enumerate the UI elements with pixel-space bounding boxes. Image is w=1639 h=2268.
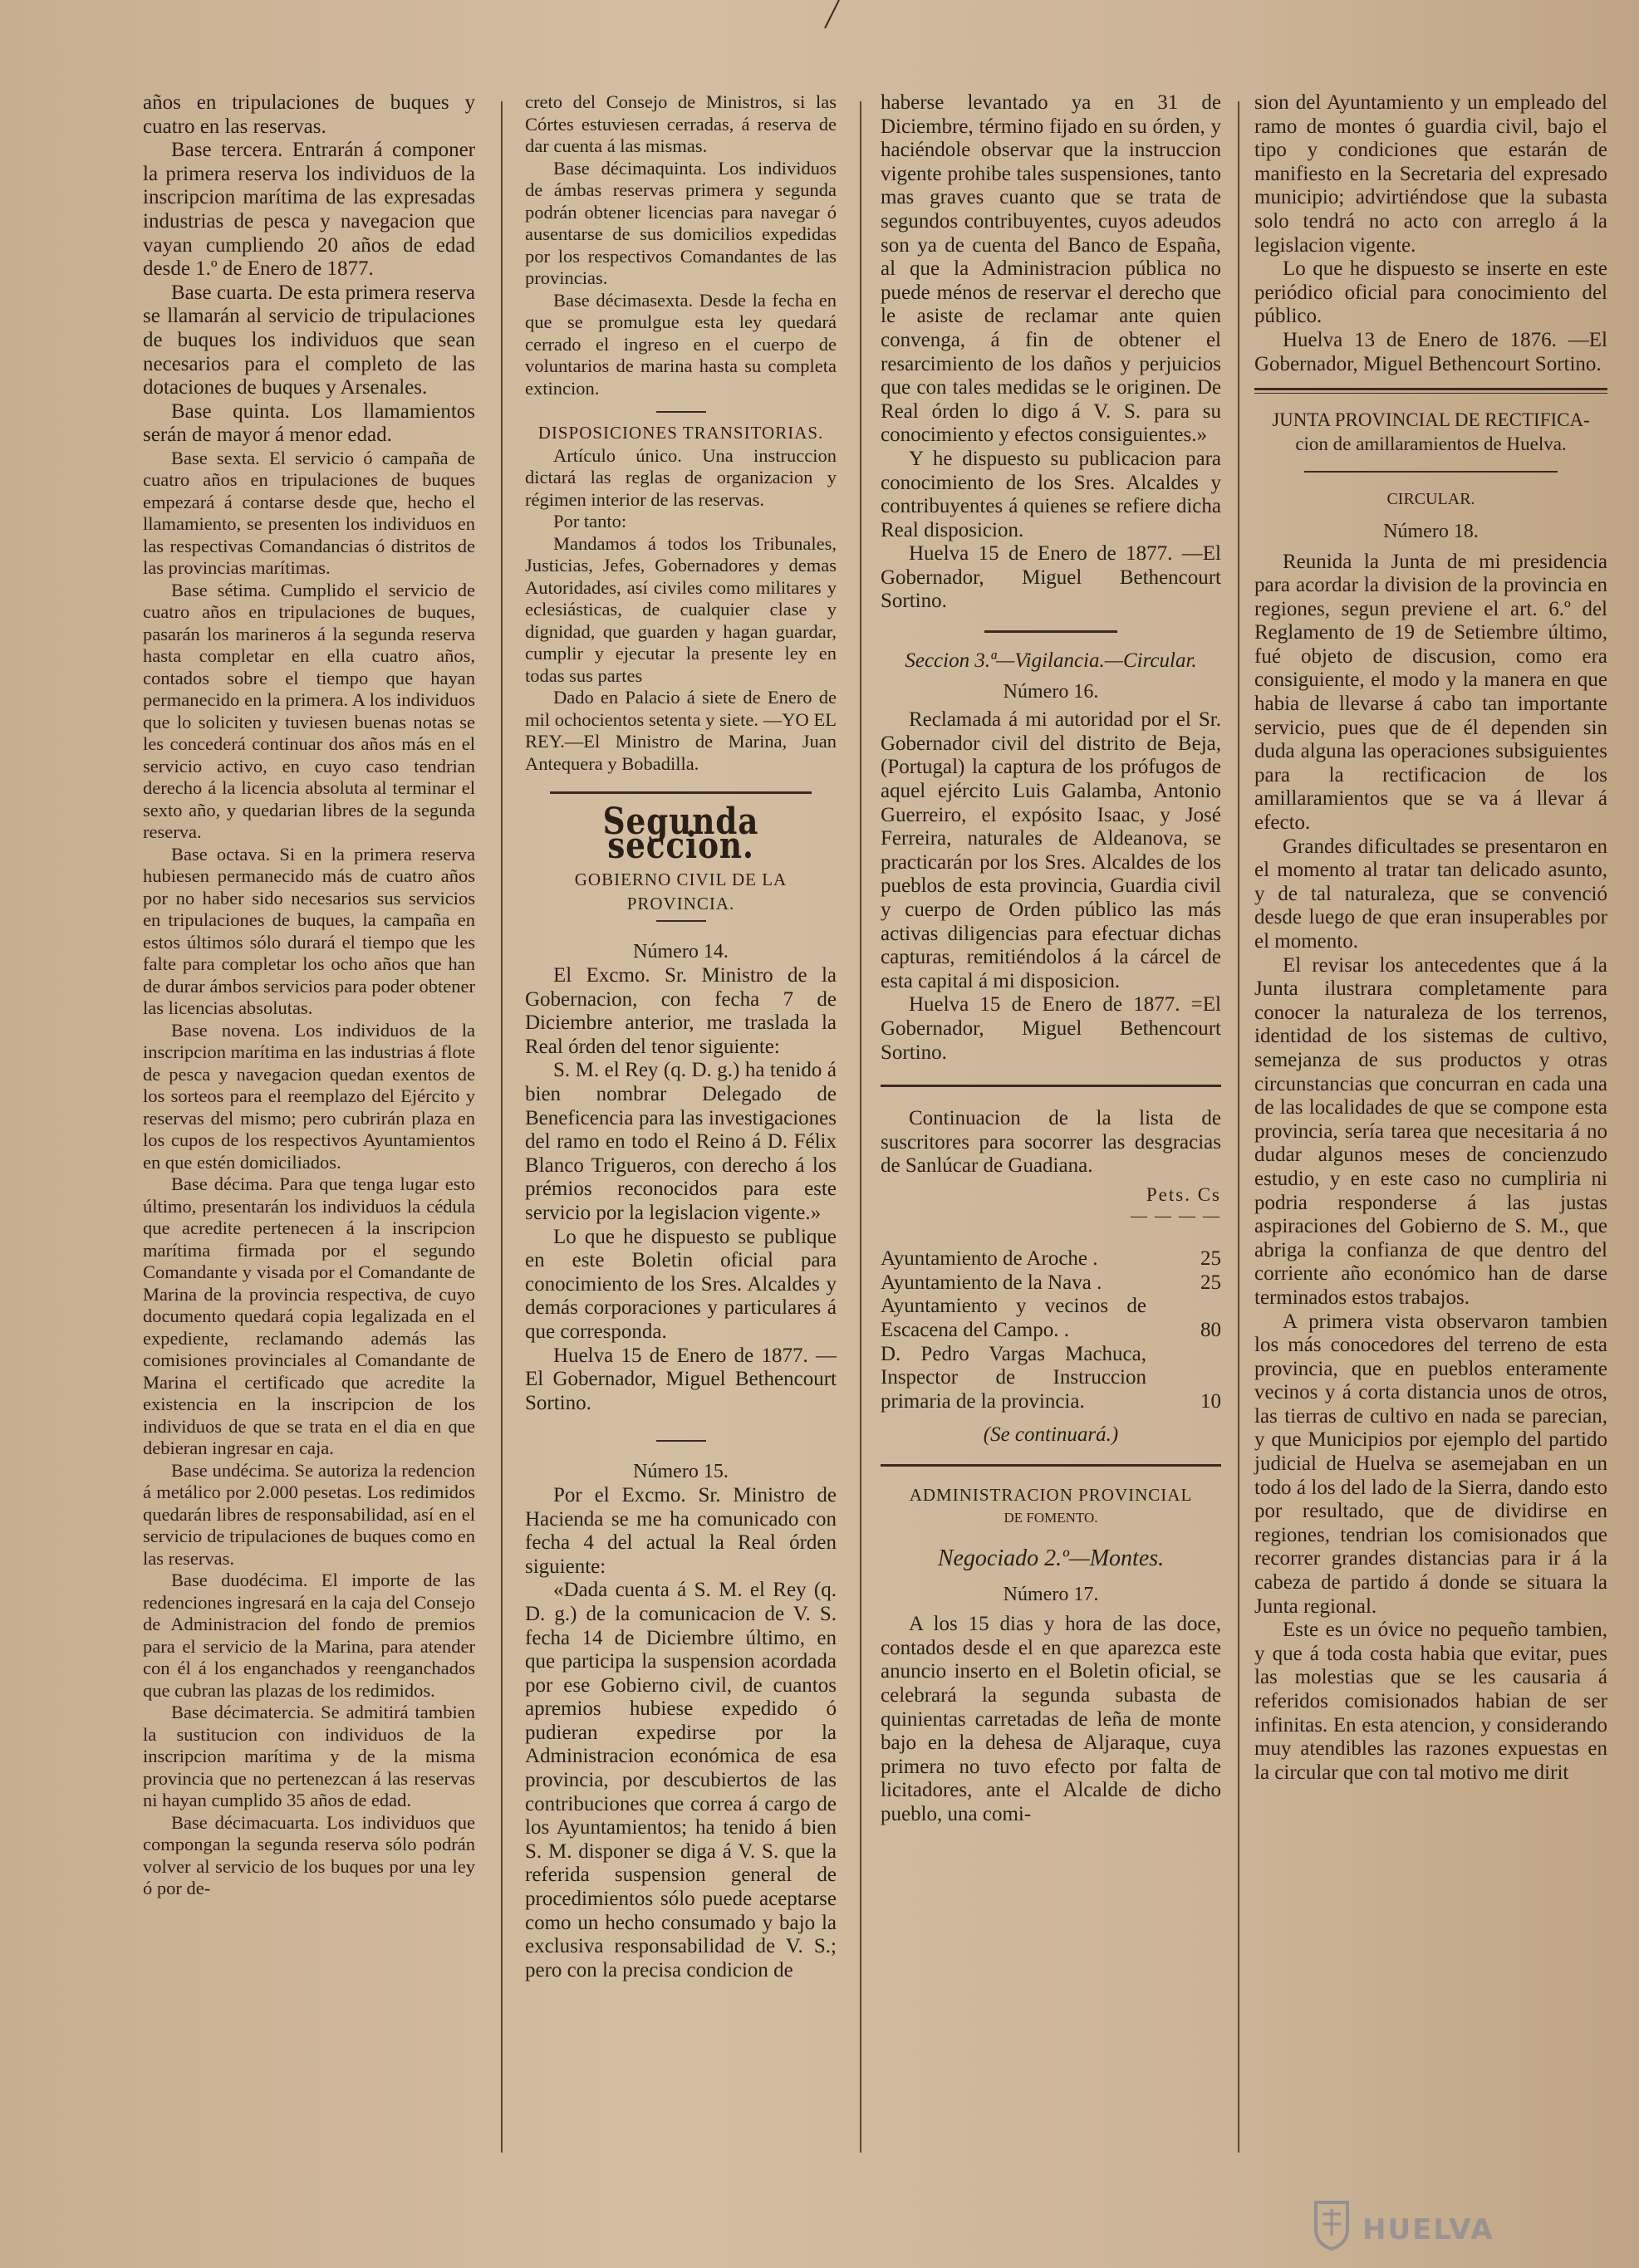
paragraph: Grandes dificultades se presentaron en el momento al tratar tan delicado asunto, y de tal naturaleza, que se convenció desde luego de que eran insuperables por el momento.: [1254, 835, 1607, 953]
paragraph: El Excmo. Sr. Ministro de la Gobernacion, con fecha 7 de Diciembre anterior, me traslada la Real órden del tenor siguiente:: [525, 964, 837, 1058]
archive-seal-icon: [1313, 2199, 1351, 2251]
transitional-heading: DISPOSICIONES TRANSITORIAS.: [537, 423, 824, 443]
paragraph: A primera vista observaron tambien los más conocedores del terreno de esta provincia, que en pueblos enteramente vecinos y á corta distancia unos de otros, las tierras de cultivo en nada se parecian, y que Municipios por ejemplo del partido judicial de Huelva se asemejaban en un todo á los del lado de la Sierra, dando esto por resultado, que de dividirse en regiones, tendrian los comisionados que recorrer grandes distancias para ir á la cabeza de partido á donde se situara la Junta regional.: [1254, 1310, 1607, 1618]
paragraph: Huelva 13 de Enero de 1876. —El Gobernador, Miguel Bethencourt Sortino.: [1254, 328, 1607, 375]
subscriber-row: D. Pedro Vargas Machuca, Inspector de Instruccion primaria de la provincia. 10: [881, 1342, 1221, 1413]
number-heading: Número 15.: [633, 1461, 729, 1483]
paragraph: Artículo único. Una instruccion dictará las reglas de organizacion y régimen interior de las reservas.: [525, 444, 837, 510]
paragraph: Base décimaquinta. Los individuos de ámbas reservas primera y segunda podrán obtener licencias para navegar ó ausentarse de sus domicilios expedidas por los respectivos Comandantes de las provincias.: [525, 157, 837, 288]
paragraph: Este es un óvice no pequeño tambien, y que á toda costa habia que evitar, pues las molestias que se les causaria á referidos comisionados habian de ser infinitas. En esta atencion, y considerando muy atendibles las razones expuestas en la circular que con tal motivo me dirit: [1254, 1619, 1607, 1784]
column-rule-2: [860, 101, 861, 2153]
to-be-continued: (Se continuará.): [983, 1423, 1119, 1447]
paragraph: Base décima. Para que tenga lugar esto último, presentarán los individuos la cédula que acredite pertenecen á la inscripcion marítima firmada por el segundo Comandante y visada por el Comandante de Marina de la provincia respectiva, de cuyo documento quedará copia legalizada en el expediente, reclamando además las comisiones provinciales al Comandante de Marina el certificado que acredite la existencia en la inscripcion de los individuos de que se trata en el dia en que debieran ingresar en caja.: [143, 1173, 475, 1459]
paragraph: S. M. el Rey (q. D. g.) ha tenido á bien nombrar Delegado de Beneficencia para las investigaciones del ramo en todo el Reino á D. Félix Blanco Trigueros, con derecho á los prémios reconocidos para este servicio por la legislacion vigente.»: [525, 1059, 837, 1224]
subscriber-row: Ayuntamiento y vecinos de Escacena del Campo. . 80: [881, 1295, 1221, 1341]
column-rule-1: [501, 101, 503, 2153]
paragraph: El revisar los antecedentes que á la Junta ilustrara completamente para conocer la naturaleza de los terrenos, identidad de los sistemas de cultivo, semejanza de sus productos y otras circunstancias que concurran en cada una de las localidades de que se compone esta provincia, sería tarea que necesitaria á no dudar algunos meses de concienzudo estudio, y en este caso no cumpliria ni podria responderse á las justas aspiraciones del Gobierno de S. M., que abriga la confianza de que dentro del corriente año económico han de darse terminados estos trabajos.: [1254, 953, 1607, 1309]
paragraph: Base sétima. Cumplido el servicio de cuatro años en tripulaciones de buques, pasarán los marineros á la segunda reserva hasta completar en ella cuatro años, contados sobre el tiempo que hayan permanecido en la primera. A los individuos que lo soliciten y tuviesen buenas notas se les concederá continuar dos años más en el servicio activo, en cuyo caso tendrian derecho á la licencia absoluta al terminar el sexto año, y quedarian libres de la segunda reserva.: [143, 579, 475, 843]
paragraph: Huelva 15 de Enero de 1877. —El Gobernador, Miguel Bethencourt Sortino.: [525, 1344, 837, 1414]
paragraph: Base duodécima. El importe de las redenciones ingresará en la caja del Consejo de Administracion del fondo de premios para el servicio de la Marina, para atender con él á los enganchados y reenganchados que cubran las plazas de los redimidos.: [143, 1570, 475, 1701]
column-1: [143, 91, 475, 1900]
archive-watermark: HUELVA: [1362, 2213, 1494, 2246]
number-heading: Número 17.: [1003, 1583, 1099, 1605]
subscriber-row: Ayuntamiento de la Nava . 25: [881, 1271, 1221, 1294]
junta-subheading: cion de amillaramientos de Huelva.: [1295, 433, 1567, 454]
column-rule-3: [1238, 101, 1239, 2153]
paragraph: Base cuarta. De esta primera reserva se llamarán al servicio de tripulaciones de buques los individuos que sean necesarios para el completo de las dotaciones de buques y Arsenales.: [143, 281, 475, 399]
paragraph: Base quinta. Los llamamientos serán de mayor á menor edad.: [143, 399, 475, 447]
divider: [656, 920, 706, 922]
paragraph: Base décimasexta. Desde la fecha en que se promulgue esta ley quedará cerrado el ingreso en el cuerpo de voluntarios de marina hasta su completa extincion.: [525, 289, 837, 399]
subscriber-list: [881, 1247, 1221, 1413]
divider: [984, 630, 1117, 633]
paragraph: sion del Ayuntamiento y un empleado del ramo de montes ó guardia civil, bajo el tipo y condiciones que estarán de manifiesto en la Secretaria del expresado municipio; advirtiéndose que la subasta solo tendrá no acto con arreglo á la legislacion vigente.: [1254, 91, 1607, 257]
admin-heading: ADMINISTRACION PROVINCIAL: [909, 1484, 1193, 1505]
paragraph: Lo que he dispuesto se publique en este Boletin oficial para conocimiento de los Sres. Alcaldes y demás corporaciones y particulares á que corresponda.: [525, 1225, 837, 1343]
paragraph: Lo que he dispuesto se inserte en este periódico oficial para conocimiento del público.: [1254, 257, 1607, 328]
junta-heading: JUNTA PROVINCIAL DE RECTIFICA-: [1272, 409, 1590, 431]
subscriber-row: Ayuntamiento de Aroche . 25: [881, 1247, 1221, 1271]
paragraph: Base undécima. Se autoriza la redencion á metálico por 2.000 pesetas. Los redimidos quedarán libres de responsabilidad, así en el servicio de tripulaciones de buques como en las reservas.: [143, 1459, 475, 1569]
column-4: [1254, 91, 1607, 1785]
paragraph: «Dada cuenta á S. M. el Rey (q. D. g.) de la comunicacion de V. S. fecha 14 de Diciembre último, en que participa la suspension acordada por ese Gobierno civil, de cuantos apremios hubiese expedido ó pudieran expedirse por la Administracion económica de esa provincia, por descubiertos de las contribuciones que correa á cargo de los Ayuntamientos; ha tenido á bien S. M. disponer se diga á V. S. que la referida suspension general de procedimientos sólo puede aceptarse como un hecho consumado y bajo la exclusiva responsabilidad de V. S.; pero con la precisa condicion de: [525, 1579, 837, 1981]
column-2: [525, 91, 837, 1982]
double-divider: [1254, 388, 1607, 394]
gov-heading: GOBIERNO CIVIL DE LA PROVINCIA.: [574, 869, 788, 914]
paragraph: Por tanto:: [553, 511, 627, 532]
divider: [656, 411, 706, 413]
negociado-line: Negociado 2.º—Montes.: [937, 1545, 1165, 1572]
pets-label: Pets. Cs: [1146, 1183, 1221, 1205]
column-3: [881, 91, 1221, 1827]
divider: [656, 1440, 706, 1442]
paragraph: Base tercera. Entrarán á componer la primera reserva los individuos de la inscripcion marítima de las expresadas industrias de pesca y navegacion que vayan cumpliendo 20 años de edad desde 1.º de Enero de 1877.: [143, 139, 475, 281]
paragraph: Reunida la Junta de mi presidencia para acordar la division de la provincia en regiones, segun previene el art. 6.º del Reglamento de 19 de Setiembre último, fué objeto de discusion, como era consiguiente, el modo y la manera en que habia de llevarse á cabo tan importante servicio, pues que de él dependen sin duda alguna las operaciones subsiguientes para la rectificacion de los amillaramientos que se va á llevar á efecto.: [1254, 550, 1607, 835]
paragraph: A los 15 dias y hora de las doce, contados desde el en que aparezca este anuncio inserto en el Boletin oficial, se celebrará la segunda subasta de quinientas carretadas de leña de monte bajo en la dehesa de Aljaraque, cuya primera no tuvo efecto por falta de licitadores, ante el Alcalde de dicho pueblo, una comi-: [881, 1613, 1221, 1825]
paragraph: creto del Consejo de Ministros, si las Córtes estuviesen cerradas, á reserva de dar cuenta á las mismas.: [525, 91, 837, 156]
paragraph: años en tripulaciones de buques y cuatro en las reservas.: [143, 91, 475, 138]
paragraph: Base sexta. El servicio ó campaña de cuatro años en tripulaciones de buques empezará á contarse desde que, hecho el llamamiento, se presenten los individuos en las respectivas Comandancias ó distritos de las provincias marítimas.: [143, 447, 475, 579]
number-heading: Número 14.: [633, 941, 729, 963]
paragraph: Base novena. Los individuos de la inscripcion marítima en las industrias á flote de pesca y navegacion quedan exentos de los sorteos para el reemplazo del Ejército y reservas del mismo; pero cubrirán plaza en los cupos de los respectivos Ayuntamientos en que estén domiciliados.: [143, 1019, 475, 1173]
paragraph: haberse levantado ya en 31 de Diciembre, término fijado en su órden, y haciéndole observar que la instruccion vigente prohibe tales suspensiones, tanto mas graves cuanto que se trata de segundos contribuyentes, cuyos adeudos son ya de cuenta del Banco de España, al que la Administracion pública no puede ménos de reservar el derecho que le asiste de reclamar ante quien convenga, á fin de obtener el resarcimiento de los daños y perjuicios que con tales medidas se le originen. De Real órden lo digo á V. S. para su conocimiento y efectos consiguientes.»: [881, 91, 1221, 447]
paragraph: Base décimacuarta. Los individuos que compongan la segunda reserva sólo podrán volver al servicio de los buques por una ley ó por de-: [143, 1811, 475, 1899]
paragraph: Por el Excmo. Sr. Ministro de Hacienda se me ha comunicado con fecha 4 del actual la Real órden siguiente:: [525, 1483, 837, 1578]
divider: [881, 1085, 1221, 1087]
paragraph: Y he dispuesto su publicacion para conocimiento de los Sres. Alcaldes y contribuyentes á quienes se refiere dicha Real disposicion.: [881, 447, 1221, 541]
paragraph: Huelva 15 de Enero de 1877. —El Gobernador, Miguel Bethencourt Sortino.: [881, 542, 1221, 613]
paragraph: Base octava. Si en la primera reserva hubiesen permanecido más de cuatro años por no haber sido necesarios sus servicios en tripulaciones de buques, la campaña en estos últimos sólo durará el tiempo que les falte para completar los ocho años que han de durar ámbos servicios para poder obtener las licencias absolutas.: [143, 843, 475, 1019]
paragraph: Mandamos á todos los Tribunales, Justicias, Jefes, Gobernadores y demas Autoridades, así civiles como militares y eclesiásticas, de cualquier clase y dignidad, que guarden y hagan guardar, cumplir y ejecutar la presente ley en todas sus partes: [525, 532, 837, 686]
admin-subheading: DE FOMENTO.: [1004, 1510, 1098, 1526]
circular-heading: CIRCULAR.: [1386, 490, 1475, 509]
dash-line: — — — —: [1131, 1206, 1221, 1225]
number-heading: Número 16.: [1003, 680, 1099, 703]
paragraph: Reclamada á mi autoridad por el Sr. Gobernador civil del distrito de Beja, (Portugal) la captura de los prófugos de aquel ejército Luis Galamba, Antonio Guerreiro, el expósito Isaac, y José Ferreira, naturales de Aldeanova, se practicarán por los Sres. Alcaldes de los pueblos de esta provincia, Guardia civil y cuerpo de Orden público las más activas diligencias para efectuar dichas capturas, remitiéndolos á la cárcel de esta capital á mi disposicion.: [881, 708, 1221, 992]
divider: [550, 791, 812, 794]
divider: [881, 1464, 1221, 1467]
paragraph: Base décimatercia. Se admitirá tambien la sustitucion con individuos de la inscripcion marítima y de la misma provincia que no pertenezcan á las reservas ni hayan cumplido 35 años de edad.: [143, 1702, 475, 1811]
paragraph: Dado en Palacio á siete de Enero de mil ochocientos setenta y siete. —YO EL REY.—El Ministro de Marina, Juan Antequera y Bobadilla.: [525, 687, 837, 774]
paragraph: Huelva 15 de Enero de 1877. =El Gobernador, Miguel Bethencourt Sortino.: [881, 993, 1221, 1064]
divider: [1304, 471, 1558, 473]
section-line: Seccion 3.ª—Vigilancia.—Circular.: [905, 649, 1197, 673]
number-heading: Número 18.: [1383, 520, 1479, 542]
pen-mark: [818, 0, 843, 33]
section-title: Segunda seccion.: [602, 801, 759, 867]
subscribers-heading: Continuacion de la lista de suscritores para socorrer las desgracias de Sanlúcar de Guadiana.: [881, 1107, 1221, 1178]
